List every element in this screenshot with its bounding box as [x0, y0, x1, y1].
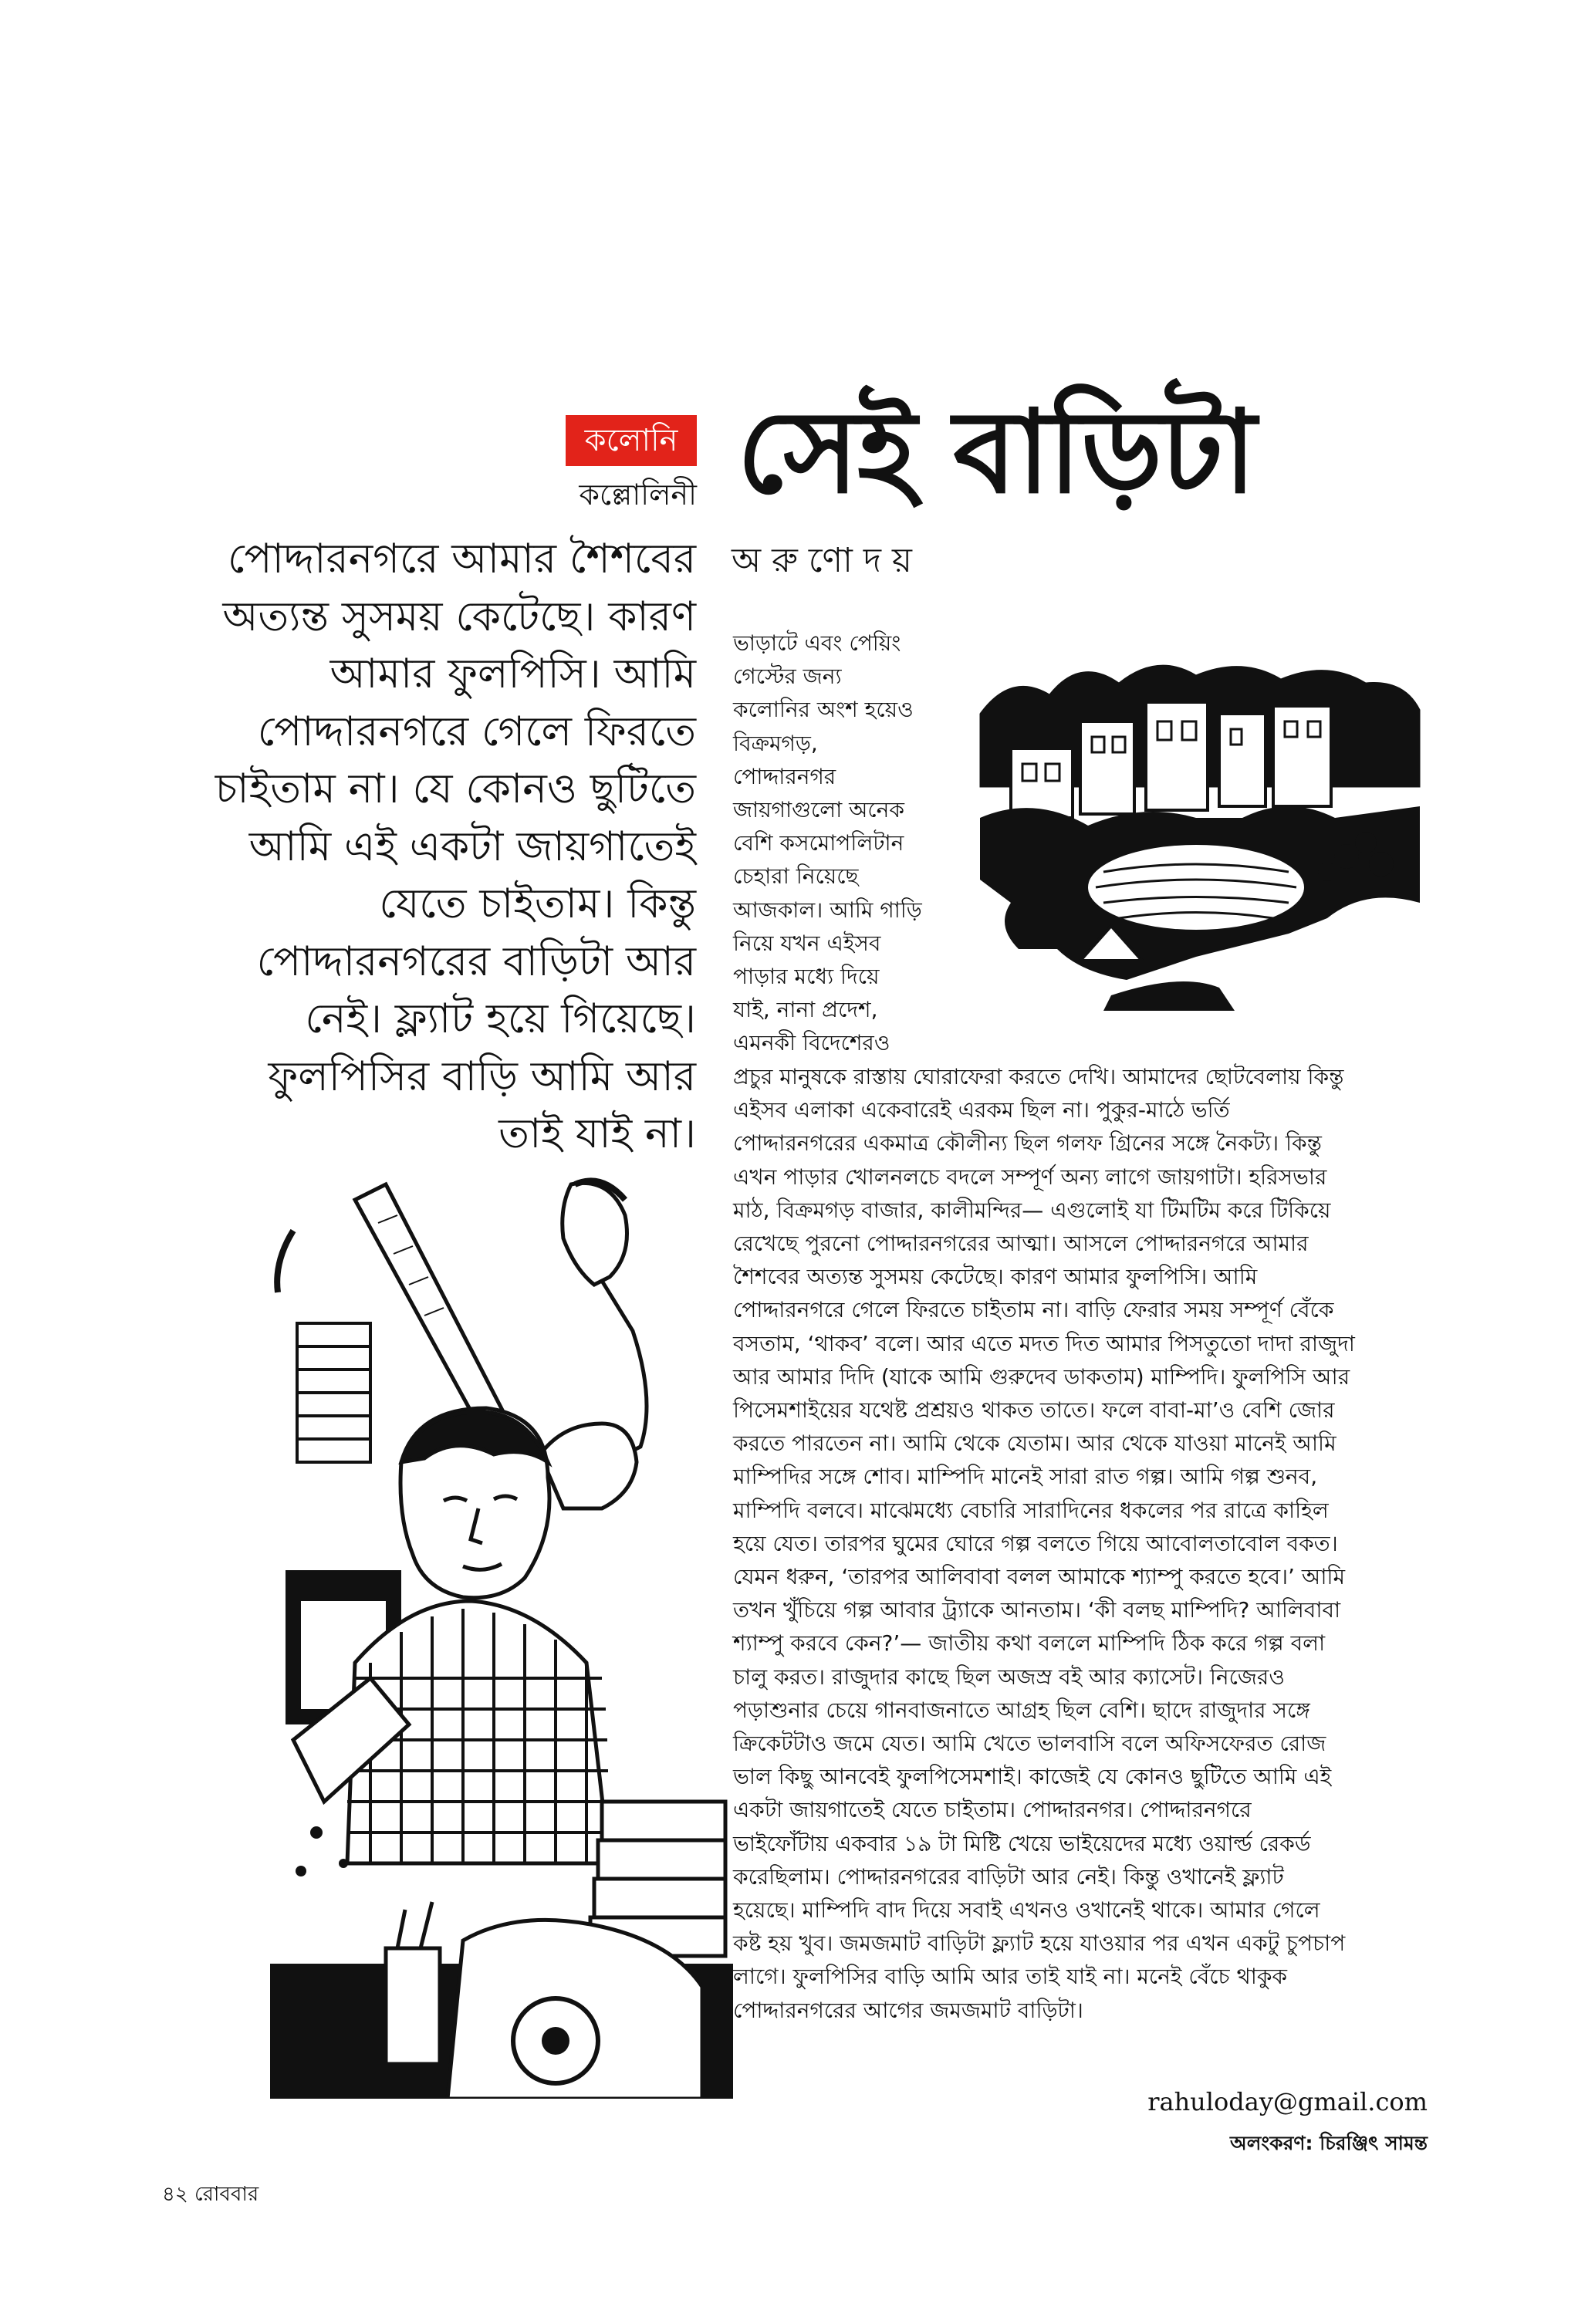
- body-line: করেছিলাম। পোদ্দারনগরের বাড়িটা আর নেই। কিন্তু ওখানেই ফ্ল্যাট: [733, 1863, 1284, 1890]
- section-subtitle: কল্লোলিনী: [579, 478, 697, 512]
- pull-quote-line: পোদ্দারনগরের বাড়িটা আর: [256, 937, 696, 985]
- body-line: ক্রিকেটটাও জমে যেত। আমি খেতে ভালবাসি বলে অফিসফেরত রোজ: [733, 1731, 1326, 1757]
- body-line: এইসব এলাকা একেবারেই এরকম ছিল না। পুকুর-মাঠে ভর্তি: [733, 1097, 1230, 1123]
- body-line: চালু করত। রাজুদার কাছে ছিল অজস্র বই আর ক্যাসেট। নিজেরও: [733, 1664, 1285, 1690]
- body-line: যেমন ধরুন, ‘তারপর আলিবাবা বলল আমাকে শ্যাম্পু করতে হবে।’ আমি: [733, 1564, 1346, 1590]
- body-line: একটা জায়গাতেই যেতে চাইতাম। পোদ্দারনগর। পোদ্দারনগরে: [733, 1797, 1252, 1823]
- body-line: ভাইফোঁটায় একবার ১৯ টা মিষ্টি খেয়ে ভাইয়েদের মধ্যে ওয়ার্ল্ড রেকর্ড: [733, 1830, 1311, 1856]
- body-line: মাঠ, বিক্রমগড় বাজার, কালীমন্দির— এগুলোই যা টিমটিম করে টিকিয়ে: [733, 1197, 1331, 1223]
- body-line: শৈশবের অত্যন্ত সুসময় কেটেছে। কারণ আমার ফুলপিসি। আমি: [733, 1264, 1258, 1290]
- body-line: ভাল কিছু আনবেই ফুলপিসেমশাই। কাজেই যে কোনও ছুটিতে আমি এই: [733, 1764, 1332, 1790]
- pull-quote-line: নেই। ফ্ল্যাট হয়ে গিয়েছে।: [305, 995, 696, 1042]
- body-line: আর আমার দিদি (যাকে আমি গুরুদেব ডাকতাম) মাম্পিদি। ফুলপিসি আর: [733, 1363, 1350, 1390]
- page-folio: ৪২ রোববার: [162, 2183, 259, 2206]
- article-title: সেই বাড়িটা: [737, 384, 1255, 519]
- body-line: পোদ্দারনগরের একমাত্র কৌলীন্য ছিল গলফ গ্রিনের সঙ্গে নৈকট্য। কিন্তু: [733, 1130, 1322, 1157]
- body-line: রেখেছে পুরনো পোদ্দারনগরের আত্মা। আসলে পোদ্দারনগরে আমার: [733, 1231, 1309, 1257]
- body-line: পোদ্দারনগরের আগের জমজমাট বাড়িটা।: [733, 1997, 1083, 2023]
- pull-quote-line: আমার ফুলপিসি। আমি: [329, 650, 696, 698]
- body-line: পড়াশুনার চেয়ে গানবাজনাতে আগ্রহ ছিল বেশি। ছাদে রাজুদার সঙ্গে: [733, 1697, 1310, 1723]
- body-line: লাগে। ফুলপিসির বাড়ি আমি আর তাই যাই না। মনেই বেঁচে থাকুক: [733, 1964, 1288, 1990]
- body-line: এখন পাড়ার খোলনলচে বদলে সম্পূর্ণ অন্য লাগে জায়গাটা। হরিসভার: [733, 1164, 1327, 1190]
- pull-quote-line: পোদ্দারনগরে গেলে ফিরতে: [257, 708, 696, 755]
- body-line: মাম্পিদি বলবে। মাঝেমধ্যে বেচারি সারাদিনের ধকলের পর রাত্রে কাহিল: [733, 1497, 1329, 1523]
- body-line: করতে পারতেন না। আমি থেকে যেতাম। আর থেকে যাওয়া মানেই আমি: [733, 1431, 1336, 1457]
- body-line: নিয়ে যখন এইসব: [733, 930, 881, 956]
- body-line: পাড়ার মধ্যে দিয়ে: [733, 964, 880, 990]
- author-email[interactable]: rahuloday@gmail.com: [1147, 2087, 1428, 2116]
- pull-quote-line: আমি এই একটা জায়গাতেই: [248, 823, 696, 870]
- body-line: জায়গাগুলো অনেক: [733, 797, 904, 823]
- pull-quote-line: ফুলপিসির বাড়ি আমি আর: [268, 1052, 696, 1100]
- body-line: হয়ে যেত। তারপর ঘুমের ঘোরে গল্প বলতে গিয়ে আবোলতাবোল বকত।: [733, 1530, 1338, 1556]
- pull-quote-line: যেতে চাইতাম। কিন্তু: [379, 880, 696, 927]
- body-line: বিক্রমগড়,: [733, 730, 818, 756]
- pull-quote-line: পোদ্দারনগরে আমার শৈশবের: [228, 535, 696, 583]
- body-line: মাম্পিদির সঙ্গে শোব। মাম্পিদি মানেই সারা রাত গল্প। আমি গল্প শুনব,: [733, 1464, 1318, 1490]
- body-line: প্রচুর মানুষকে রাস্তায় ঘোরাফেরা করতে দেখি। আমাদের ছোটবেলায় কিন্তু: [733, 1064, 1344, 1089]
- body-line: পিসেমশাইয়ের যথেষ্ট প্রশ্রয়ও থাকত তাতে। ফলে বাবা-মা’ও বেশি জোর: [733, 1397, 1335, 1424]
- body-line: আজকাল। আমি গাড়ি: [733, 897, 922, 923]
- body-line: পোদ্দারনগরে গেলে ফিরতে চাইতাম না। বাড়ি ফেরার সময় সম্পূর্ণ বেঁকে: [733, 1297, 1334, 1323]
- section-tag: কলোনি: [566, 415, 697, 466]
- author-byline: অরুণোদয়: [732, 541, 923, 580]
- body-line: হয়েছে। মাম্পিদি বাদ দিয়ে সবাই এখনও ওখানেই থাকে। আমার গেলে: [733, 1897, 1320, 1924]
- pull-quote-line: তাই যাই না।: [498, 1110, 696, 1157]
- body-line: গেস্টের জন্য: [733, 664, 842, 690]
- body-line: চেহারা নিয়েছে: [733, 863, 859, 890]
- body-line: বসতাম, ‘থাকব’ বলে। আর এতে মদত দিত আমার পিসতুতো দাদা রাজুদা: [733, 1330, 1355, 1356]
- body-line: ভাড়াটে এবং পেয়িং: [733, 630, 901, 656]
- pull-quote-line: চাইতাম না। যে কোনও ছুটিতে: [215, 765, 696, 812]
- city-rooftops-illustration: [965, 640, 1428, 1011]
- article-body-narrow: [733, 627, 965, 1060]
- body-line: পোদ্দারনগর: [733, 763, 836, 789]
- two-boys-haircut-illustration: [270, 1169, 733, 2099]
- body-line: কলোনির অংশ হয়েও: [733, 697, 914, 723]
- body-line: কষ্ট হয় খুব। জমজমাট বাড়িটা ফ্ল্যাট হয়ে যাওয়ার পর এখন একটু চুপচাপ: [733, 1930, 1346, 1957]
- pull-quote: [193, 531, 696, 1164]
- illustration-credit: অলংকরণ: চিরঞ্জিৎ সামন্ত: [1230, 2132, 1428, 2154]
- body-line: বেশি কসমোপলিটান: [733, 830, 904, 856]
- article-body-wide: [733, 1060, 1428, 2027]
- body-line: যাই, নানা প্রদেশ,: [733, 997, 878, 1023]
- body-line: এমনকী বিদেশেরও: [733, 1030, 890, 1056]
- body-line: শ্যাম্পু করবে কেন?’— জাতীয় কথা বললে মাম্পিদি ঠিক করে গল্প বলা: [733, 1630, 1326, 1657]
- body-line: তখন খুঁচিয়ে গল্প আবার ট্র্যাকে আনতাম। ‘কী বলছ মাম্পিদি? আলিবাবা: [733, 1597, 1341, 1623]
- pull-quote-line: অত্যন্ত সুসময় কেটেছে। কারণ: [222, 593, 696, 640]
